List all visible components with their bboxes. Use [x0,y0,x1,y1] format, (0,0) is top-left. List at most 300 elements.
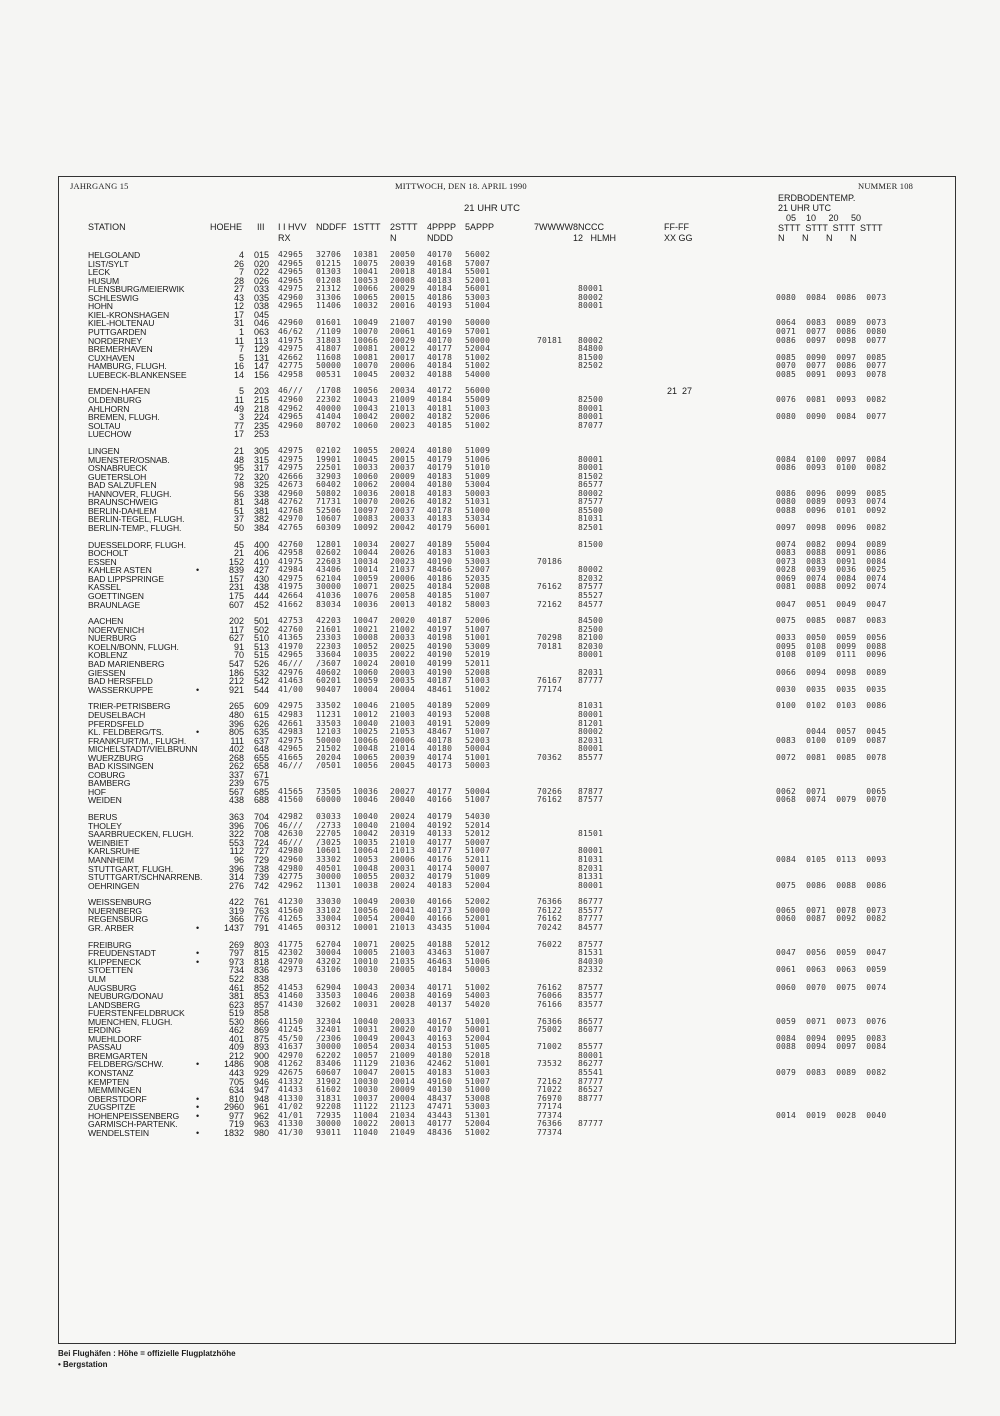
cell-c: 10022 [353,1119,379,1129]
cell-h: 438 [228,795,244,806]
cell-i: 961 [254,1102,270,1113]
cell-g: 85577 [578,905,604,915]
cell-a: 41970 [278,641,304,651]
cell-d: 20012 [390,344,416,354]
cell-h: 51 [233,505,244,516]
cell-a: 42980 [278,846,304,856]
cell-t: 0083 0100 0109 0087 [776,735,887,745]
cell-a: 42965 [278,301,304,311]
cell-h: 2960 [223,1102,244,1113]
cell-b: 03033 [316,812,342,822]
cell-c: 10043 [353,403,379,413]
cell-b: 33503 [316,718,342,728]
cell-t: 0071 0077 0086 0080 [776,326,887,336]
cell-g: 84577 [578,599,604,609]
cell-d: 20024 [390,445,416,455]
cell-f: 52008 [465,582,491,592]
cell-w: 77174 [537,1102,563,1112]
cell-i: 853 [254,991,270,1002]
cell-f: 51003 [465,548,491,558]
station-name: KARLSRUHE [88,846,140,857]
cell-i: 857 [254,999,270,1010]
cell-a: 42753 [278,616,304,626]
cell-f: 53034 [465,514,491,524]
station-name: KONSTANZ [88,1068,134,1078]
cell-g: 82502 [578,361,604,371]
cell-t: 0080 0090 0084 0077 [776,412,887,422]
cell-a: 41560 [278,905,304,915]
cell-f: 54000 [465,369,491,379]
cell-c: 10030 [353,1085,379,1095]
cell-d: 20023 [390,556,416,566]
cell-a: 42765 [278,522,304,532]
cell-t: 0086 0093 0100 0082 [776,463,887,473]
cell-f: 52003 [465,735,491,745]
cell-f: 50003 [465,488,491,498]
cell-d: 20041 [390,905,416,915]
cell-a: 41975 [278,582,304,592]
cell-t: 0079 0083 0089 0082 [776,1068,887,1077]
cell-c: 10055 [353,872,379,882]
cell-i: 156 [254,369,270,380]
station-name: LUECHOW [88,429,132,440]
cell-i: 708 [254,829,270,840]
cell-g: 81031 [578,701,604,711]
cell-f: 52004 [465,880,491,890]
station-name: HELGOLAND [88,250,141,260]
cell-w: 73532 [537,1059,563,1069]
cell-f: 51003 [465,1068,491,1077]
cell-f: 53003 [465,556,491,566]
cell-d: 20030 [390,897,416,907]
station-name: LUEBECK-BLANKENSEE [88,369,187,380]
cell-b: 33302 [316,854,342,864]
cell-c: 10057 [353,1050,379,1060]
cell-e: 40180 [427,480,453,490]
cell-b: 40000 [316,403,342,413]
cell-a: 41775 [278,939,304,949]
cell-e: 40163 [427,1033,453,1043]
cell-b: 01208 [316,275,342,285]
cell-a: 42775 [278,872,304,882]
cell-i: 675 [254,778,270,789]
cell-h: 70 [233,650,244,661]
station-name: KAHLER ASTEN [88,565,152,576]
cell-f: 52006 [465,412,491,422]
cell-b: /3607 [316,659,342,668]
cell-i: 131 [254,352,270,363]
station-name: REGENSBURG [88,914,149,925]
cell-h: 396 [228,863,244,874]
cell-d: 20031 [390,863,416,873]
cell-c: 10060 [353,471,379,481]
cell-i: 869 [254,1025,270,1036]
cell-a: 41637 [278,1042,304,1052]
cell-c: 10056 [353,386,379,396]
cell-c: 10053 [353,854,379,864]
cell-c: 10046 [353,991,379,1001]
cell-t: 0100 0102 0103 0086 [776,701,887,711]
cell-g: 82500 [578,395,604,404]
station-name: OLDENBURG [88,395,142,405]
cell-e: 40183 [427,548,453,558]
cell-g: 87577 [578,795,604,805]
cell-i: 742 [254,880,270,891]
cell-a: 42302 [278,948,304,958]
cell-d: 20006 [390,573,416,583]
cell-a: 42980 [278,863,304,873]
cell-b: 33004 [316,914,342,924]
cell-g: 81502 [578,471,604,481]
cell-e: 40190 [427,650,453,660]
cell-b: 73505 [316,786,342,796]
cell-w: 76162 [537,982,563,992]
station-name: THOLEY [88,820,122,831]
station-name: LINGEN [88,445,120,456]
cell-e: 40170 [427,335,453,345]
cell-d: 20023 [390,420,416,430]
cell-c: 10097 [353,505,379,515]
cell-i: 203 [254,386,270,397]
cell-i: 947 [254,1085,270,1096]
cell-h: 96 [233,854,244,865]
cell-i: 532 [254,667,270,678]
cell-e: 40137 [427,999,453,1009]
cell-c: 10055 [353,445,379,455]
cell-c: 10024 [353,659,379,668]
cell-t: 0060 0087 0092 0082 [776,914,887,924]
cell-c: 10048 [353,863,379,873]
cell-a: 42630 [278,829,304,839]
cell-w: 70298 [537,633,563,643]
cell-c: 11004 [353,1110,379,1120]
station-name: OEHRINGEN [88,880,140,891]
cell-h: 797 [228,948,244,959]
station-name: NUERBURG [88,633,137,644]
cell-c: 10060 [353,667,379,677]
col-ff-ff: FF-FF XX GG [664,222,693,243]
cell-x: 21 27 [667,386,693,397]
cell-i: 406 [254,548,270,559]
cell-a: 42965 [278,258,304,268]
cell-a: 46/// [278,386,304,396]
cell-f: 52006 [465,616,491,626]
station-name: ZUGSPITZE [88,1102,136,1113]
cell-f: 51003 [465,676,491,686]
cell-c: 10010 [353,956,379,966]
cell-c: 10045 [353,454,379,464]
cell-t: 0064 0083 0089 0073 [776,318,887,328]
cell-e: 40179 [427,522,453,532]
cell-d: 21036 [390,1059,416,1069]
cell-e: 43463 [427,948,453,958]
cell-f: 52009 [465,718,491,728]
cell-h: 98 [233,480,244,491]
cell-b: 32602 [316,999,342,1009]
cell-a: 42962 [278,403,304,413]
cell-d: 21007 [390,318,416,328]
cell-h: 111 [230,735,244,746]
cell-h: 112 [229,846,244,857]
station-name: BREMEN, FLUGH. [88,412,160,423]
cell-e: 40133 [427,829,453,839]
cell-e: 40177 [427,846,453,856]
cell-i: 739 [254,872,270,883]
station-name: KOBLENZ [88,650,128,661]
cell-i: 510 [254,633,270,644]
cell-w: 76167 [537,676,563,686]
utc-heading: 21 UHR UTC [464,203,520,214]
cell-f: 51004 [465,923,491,932]
cell-e: 40166 [427,914,453,924]
cell-b: 11301 [316,880,342,890]
cell-a: 41465 [278,923,304,932]
cell-w: 76366 [537,897,563,907]
cell-a: 46/// [278,820,304,830]
cell-a: 42775 [278,361,304,371]
cell-b: 41807 [316,344,342,354]
cell-a: 42983 [278,709,304,719]
cell-e: 40199 [427,659,453,668]
cell-f: 52035 [465,573,491,583]
station-name: HOF [88,786,106,797]
cell-e: 40181 [427,403,453,413]
cell-b: 10601 [316,846,342,856]
cell-d: 20009 [390,471,416,481]
cell-i: 320 [254,471,270,482]
cell-i: 875 [254,1033,270,1044]
station-name: KOELN/BONN, FLUGH. [88,641,179,652]
cell-d: 20010 [390,659,416,668]
cell-a: 42666 [278,471,304,481]
cell-a: 42975 [278,454,304,464]
cell-b: 93011 [316,1127,342,1137]
cell-b: 12801 [316,539,342,549]
station-name: NEUBURG/DONAU [88,991,164,1002]
cell-w: 70186 [537,556,563,566]
cell-e: 40190 [427,641,453,651]
cell-t: 0108 0109 0111 0096 [776,650,887,660]
cell-d: 21003 [390,718,416,728]
cell-f: 51002 [465,361,491,371]
cell-e: 40178 [427,735,453,745]
mountain-station-marker: • [196,1110,200,1121]
cell-w: 76162 [537,795,563,805]
cell-b: 72935 [316,1110,342,1120]
cell-i: 948 [254,1093,270,1104]
cell-i: 838 [254,973,270,984]
cell-g: 87577 [578,582,604,592]
cell-d: 21053 [390,727,416,737]
cell-i: 655 [254,752,270,763]
cell-h: 627 [228,633,244,644]
cell-f: 53009 [465,641,491,651]
cell-a: 41230 [278,897,304,907]
cell-c: 10043 [353,395,379,404]
cell-c: 10012 [353,709,379,719]
cell-h: 1 [238,326,244,337]
cell-h: 212 [228,676,244,687]
cell-f: 51007 [465,948,491,958]
cell-a: 42664 [278,590,304,600]
cell-e: 40190 [427,318,453,328]
cell-i: 513 [254,641,270,652]
cell-t: 0075 0086 0088 0086 [776,880,887,890]
cell-a: 41665 [278,752,304,762]
cell-e: 40184 [427,582,453,592]
cell-d: 20043 [390,1033,416,1043]
cell-a: 41150 [278,1016,304,1026]
cell-b: 50000 [316,361,342,371]
station-name: BAMBERG [88,778,131,789]
cell-h: 443 [228,1068,244,1078]
station-name: BAD SALZUFLEN [88,480,157,491]
cell-d: 21014 [390,744,416,754]
cell-a: 42965 [278,650,304,660]
cell-d: 21002 [390,624,416,634]
cell-i: 685 [254,786,270,797]
cell-d: 20018 [390,267,416,277]
cell-b: 11406 [316,301,342,311]
cell-d: 20040 [390,914,416,924]
cell-g: 80001 [578,454,604,464]
cell-d: 21010 [390,837,416,847]
cell-e: 40192 [427,820,453,830]
cell-f: 52014 [465,820,491,830]
cell-a: 42675 [278,1068,304,1077]
cell-c: 10034 [353,556,379,566]
cell-i: 035 [254,292,270,303]
station-name: STUTTGART/SCHNARRENB. [88,872,203,883]
cell-d: 20027 [390,539,416,549]
cell-g: 85541 [578,1068,604,1077]
cell-b: 23303 [316,633,342,643]
cell-d: 20042 [390,522,416,532]
cell-w: 76162 [537,914,563,924]
cell-i: 615 [254,709,270,720]
cell-g: 86077 [578,1025,604,1035]
cell-t: 0030 0035 0035 0035 [776,684,887,694]
cell-d: 20025 [390,641,416,651]
cell-w: 76122 [537,905,563,915]
cell-d: 20017 [390,352,416,362]
cell-g: 80001 [578,412,604,422]
cell-c: 10060 [353,420,379,430]
cell-c: 10047 [353,616,379,626]
cell-h: 5 [238,352,244,363]
cell-b: 11231 [316,709,342,719]
cell-e: 40177 [427,837,453,847]
cell-h: 734 [228,965,244,976]
cell-f: 50007 [465,863,491,873]
cell-b: 32903 [316,471,342,481]
cell-c: 10014 [353,565,379,575]
cell-c: 10071 [353,939,379,949]
station-name: COBURG [88,769,126,780]
cell-a: 46/62 [278,326,304,336]
cell-w: 70181 [537,641,563,651]
cell-i: 763 [254,905,270,916]
station-name: DEUSELBACH [88,709,146,720]
station-name: BAD LIPPSPRINGE [88,573,164,584]
cell-c: 10036 [353,488,379,498]
cell-d: 20006 [390,735,416,745]
cell-e: 40186 [427,573,453,583]
cell-w: 70362 [537,752,563,762]
cell-i: 704 [254,812,270,823]
cell-i: 900 [254,1050,270,1061]
cell-f: 53004 [465,480,491,490]
cell-i: 382 [254,514,270,525]
cell-h: 117 [229,624,244,635]
cell-g: 85527 [578,590,604,600]
cell-t: 0075 0085 0087 0083 [776,616,887,626]
cell-c: 10001 [353,923,379,932]
cell-g: 80002 [578,335,604,345]
cell-h: 547 [228,659,244,669]
cell-d: 20013 [390,599,416,609]
cell-e: 48466 [427,565,453,575]
cell-h: 810 [228,1093,244,1104]
cell-h: 268 [228,752,244,763]
station-name: GARMISCH-PARTENK. [88,1119,178,1130]
cell-f: 53003 [465,292,491,302]
cell-b: 31803 [316,335,342,345]
cell-t: 0084 0100 0097 0084 [776,454,887,464]
cell-b: 30000 [316,1119,342,1129]
cell-b: 31902 [316,1076,342,1086]
cell-i: 544 [254,684,270,695]
cell-g: 85500 [578,505,604,515]
cell-i: 515 [254,650,270,661]
cell-f: 51007 [465,590,491,600]
cell-t: 0068 0074 0079 0070 [776,795,887,805]
cell-c: 10042 [353,412,379,422]
cell-t: 0083 0088 0091 0086 [776,548,887,558]
station-name: FLENSBURG/MEIERWIK [88,284,185,295]
cell-h: 805 [228,727,244,738]
cell-d: 20022 [390,650,416,660]
cell-f: 58003 [465,599,491,609]
cell-c: 10005 [353,948,379,958]
cell-i: 803 [254,939,270,950]
cell-e: 40191 [427,718,453,728]
cell-c: 10081 [353,344,379,354]
cell-b: 32401 [316,1025,342,1035]
cell-i: 729 [254,854,270,865]
cell-d: 20037 [390,505,416,515]
cell-g: 86577 [578,480,604,490]
station-name: FUERSTENFELDBRUCK [88,1008,185,1019]
cell-t: 0014 0019 0028 0040 [776,1110,887,1120]
cell-f: 51009 [465,471,491,481]
cell-t: 0086 0097 0098 0077 [776,335,887,345]
cell-f: 51000 [465,505,491,515]
cell-b: 61602 [316,1085,342,1095]
cell-f: 51002 [465,1127,491,1137]
cell-i: 305 [254,445,270,456]
cell-a: 41560 [278,795,304,805]
cell-f: 52009 [465,701,491,711]
cell-c: 10036 [353,786,379,796]
cell-i: 147 [254,361,270,372]
cell-h: 314 [228,872,244,883]
cell-e: 40186 [427,292,453,302]
cell-i: 315 [254,454,270,465]
cell-f: 51301 [465,1110,491,1120]
cell-i: 502 [254,624,270,635]
cell-f: 51007 [465,795,491,805]
